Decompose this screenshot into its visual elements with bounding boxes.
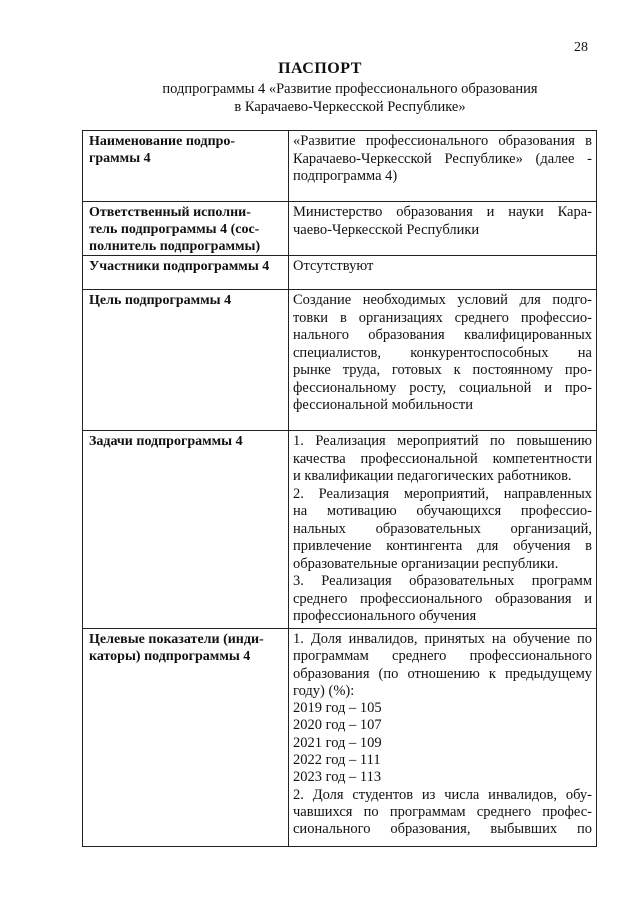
value-line: и квалификации педагогических работников. [293,468,572,484]
label-line: Целевые показатели (инди- [89,632,264,647]
row-label [83,256,289,289]
value-line: 2019 год – 105 [293,700,382,717]
value-line: профессионального обучения [293,608,477,624]
value-line: 1. Доля инвалидов, принятых на обучение по [293,631,592,647]
table-row [83,289,596,430]
value-line: Карачаево-Черкесской Республике» (далее - [293,150,592,167]
value-line: среднего профессионального образования и [293,590,592,607]
passport-table [82,130,597,847]
row-label [83,131,289,201]
value-line: 3. Реализация образовательных программ [293,573,592,589]
subtitle-line: в Карачаево-Черкесской Республике» [234,99,466,115]
value-line: качества профессиональной компетентности [293,450,592,467]
value-line: программам среднего профессионального [293,648,592,665]
value-line: чавшихся по программам среднего профес- [293,803,592,820]
row-value [289,202,596,255]
table-row [83,628,596,846]
value-line: году) (%): [293,682,355,699]
value-line: «Развитие профессионального образования в [293,133,592,149]
value-line: 2022 год – 111 [293,752,381,769]
value-line: 2. Доля студентов из числа инвалидов, обу- [293,786,592,803]
value-line: 1. Реализация мероприятий по повышению [293,433,592,449]
value-line: подпрограмма 4) [293,168,398,184]
value-line: 2. Реализация мероприятий, направленных [293,485,592,502]
value-line: фессиональному росту, социальной и про- [293,379,592,396]
row-label [83,431,289,628]
value-line: Создание необходимых условий для подго- [293,292,592,308]
page-number: 28 [574,40,588,55]
table-row [83,255,596,289]
value-line: образовательные организации республики. [293,555,559,572]
value-line: 2021 год – 109 [293,734,382,751]
value-line: сионального образования, выбывших по [293,821,592,838]
value-line: на мотивацию обучающихся профессио- [293,503,592,519]
document-title: ПАСПОРТ [278,60,362,77]
row-label [83,290,289,430]
value-line: рынке труда, готовых к постоянному про- [293,362,592,378]
label-line: Цель подпрограммы 4 [89,293,232,308]
label-line: тель подпрограммы 4 (сос- [89,222,260,237]
label-line: полнитель подпрограммы) [89,239,261,254]
document-subtitle [140,80,560,116]
subtitle-line: подпрограммы 4 «Развитие профессионального образования [162,81,538,97]
label-line: граммы 4 [89,151,151,166]
label-line: Ответственный исполни- [89,205,251,220]
value-line: нальных образовательных организаций, [293,520,592,537]
label-line: каторы) подпрограммы 4 [89,649,251,664]
row-value [289,431,596,628]
value-line: фессиональной мобильности [293,397,473,413]
row-label [83,202,289,255]
table-row [83,131,596,201]
value-line: чаево-Черкесской Республики [293,221,480,238]
row-value [289,256,596,289]
label-line: Задачи подпрограммы 4 [89,434,243,449]
label-line: Участники подпрограммы 4 [89,259,270,274]
row-value [289,629,596,846]
value-line: Министерство образования и науки Кара- [293,204,592,220]
value-line: Отсутствуют [293,258,374,274]
table-row [83,201,596,255]
value-line: образования (по отношению к предыдущему [293,665,592,682]
value-line: 2023 год – 113 [293,769,382,786]
value-line: привлечение контингента для обучения в [293,538,592,554]
row-value [289,290,596,430]
value-line: 2020 год – 107 [293,717,382,734]
value-line: нального образования квалифицированных [293,327,592,343]
table-row [83,430,596,628]
row-label [83,629,289,846]
row-value [289,131,596,201]
value-line: товки в организациях среднего профессио- [293,309,592,326]
value-line: специалистов, конкурентоспособных на [293,344,592,361]
label-line: Наименование подпро- [89,134,236,149]
